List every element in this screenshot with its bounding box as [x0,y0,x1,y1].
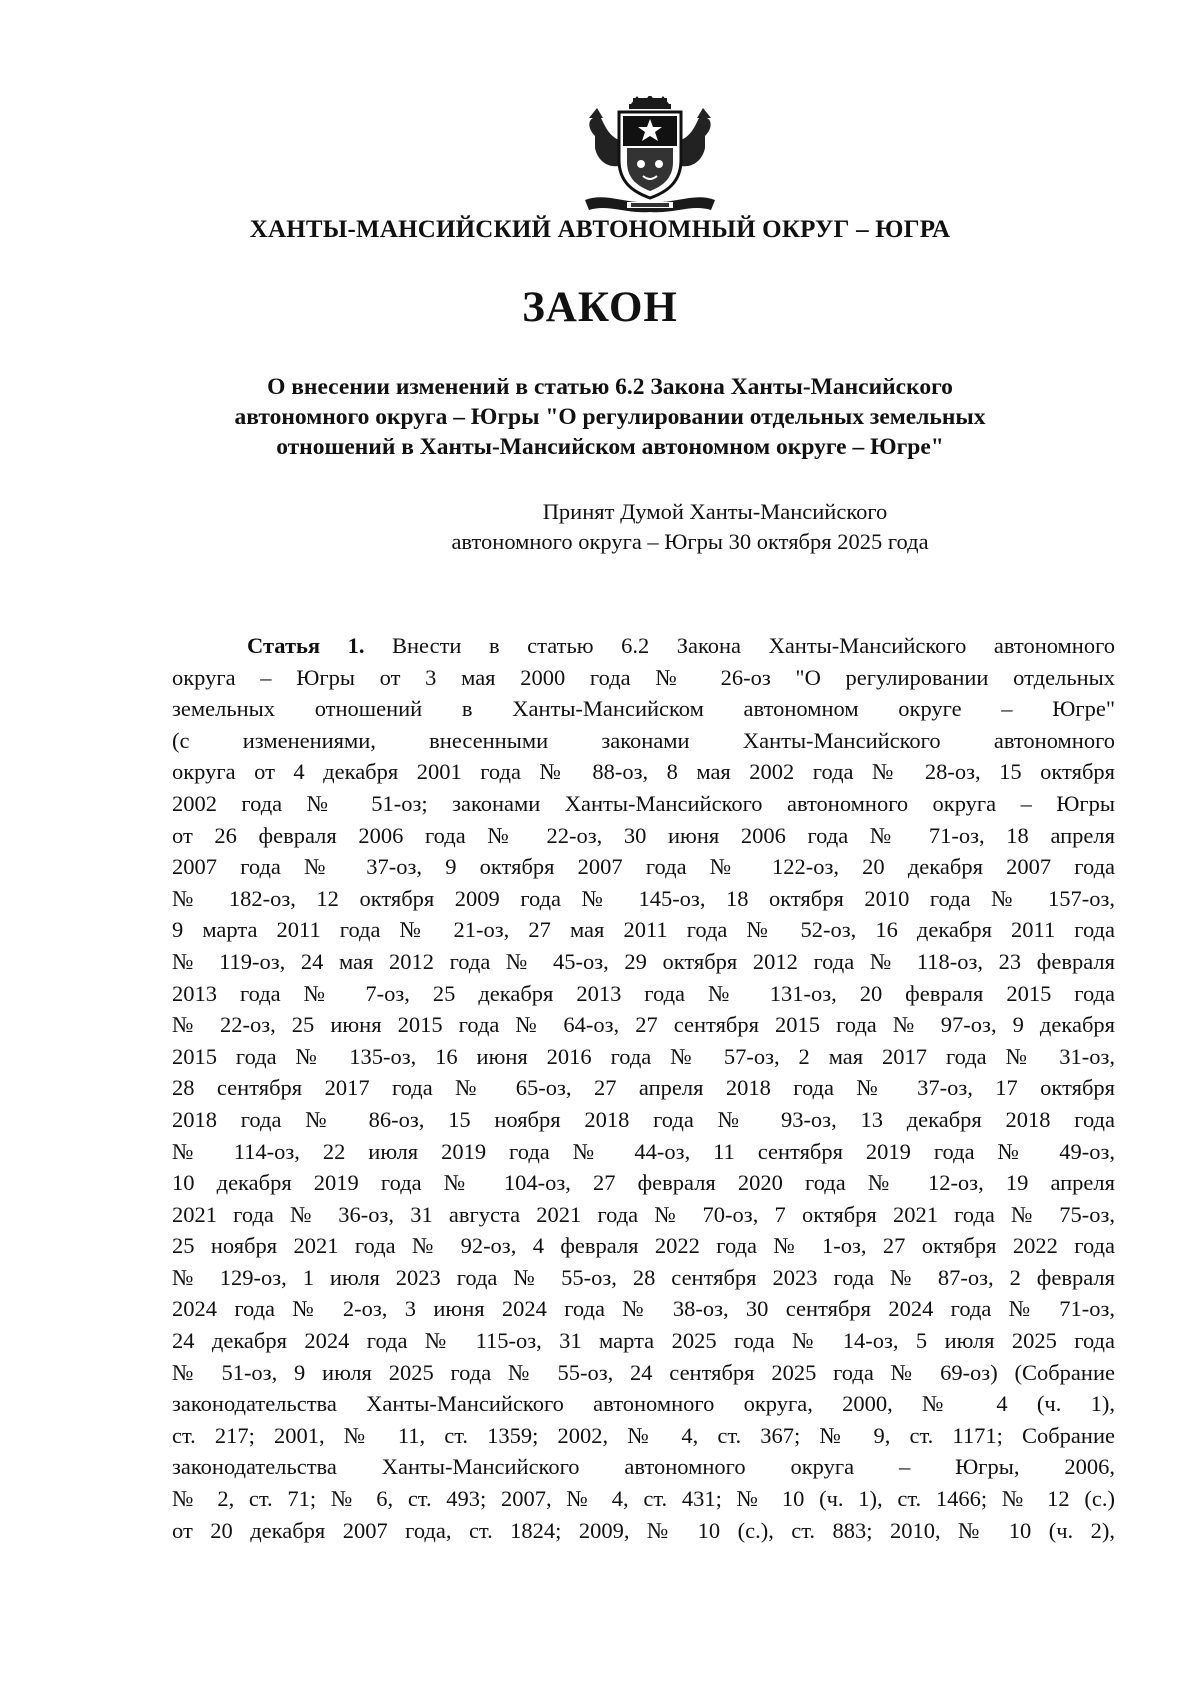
adoption-line: автономного округа – Югры 30 октября 2025 года [451,529,929,554]
article-1-text [172,630,1115,1546]
article-line: 2007 года № 37-оз, 9 октября 2007 года № 122-оз, 20 декабря 2007 года [172,854,1115,880]
region-heading: ХАНТЫ-МАНСИЙСКИЙ АВТОНОМНЫЙ ОКРУГ – ЮГРА [249,216,951,243]
article-line: законодательства Ханты-Мансийского автономного округа, 2000, № 4 (ч. 1), [172,1391,1115,1417]
article-line: № 182-оз, 12 октября 2009 года № 145-оз, 18 октября 2010 года № 157-оз, [172,885,1115,911]
article-line: законодательства Ханты-Мансийского автономного округа – Югры, 2006, [172,1454,1115,1480]
adoption-note [0,497,1200,557]
article-line: (с изменениями, внесенными законами Ханты-Мансийского автономного [172,727,1115,753]
article-line: 28 сентября 2017 года № 65-оз, 27 апреля 2018 года № 37-оз, 17 октября [172,1075,1115,1101]
article-line: от 20 декабря 2007 года, ст. 1824; 2009, № 10 (с.), ст. 883; 2010, № 10 (ч. 2), [172,1517,1115,1543]
article-line: № 51-оз, 9 июля 2025 года № 55-оз, 24 сентября 2025 года № 69-оз) (Собрание [172,1359,1115,1385]
coat-of-arms-emblem [575,96,725,218]
article-line: № 119-оз, 24 мая 2012 года № 45-оз, 29 октября 2012 года № 118-оз, 23 февраля [172,948,1115,974]
article-line: № 114-оз, 22 июля 2019 года № 44-оз, 11 сентября 2019 года № 49-оз, [172,1138,1115,1164]
article-line: округа – Югры от 3 мая 2000 года № 26-оз "О регулировании отдельных [172,664,1115,690]
document-type: ЗАКОН [522,284,678,331]
article-line: 2024 года № 2-оз, 3 июня 2024 года № 38-оз, 30 сентября 2024 года № 71-оз, [172,1296,1115,1322]
article-first-line-text: Внести в статью 6.2 Закона Ханты-Мансийского автономного [364,633,1116,658]
article-label: Статья 1. [247,633,365,658]
article-line: округа от 4 декабря 2001 года № 88-оз, 8 мая 2002 года № 28-оз, 15 октября [172,759,1115,785]
article-line: земельных отношений в Ханты-Мансийском автономном округе – Югре" [172,696,1115,722]
document-title [180,372,1040,462]
title-line: О внесении изменений в статью 6.2 Закона Ханты-Мансийского [267,374,953,400]
article-line: 9 марта 2011 года № 21-оз, 27 мая 2011 года № 52-оз, 16 декабря 2011 года [172,917,1115,943]
article-line: № 129-оз, 1 июля 2023 года № 55-оз, 28 сентября 2023 года № 87-оз, 2 февраля [172,1264,1115,1290]
article-line: 2002 года № 51-оз; законами Ханты-Мансийского автономного округа – Югры [172,790,1115,816]
article-line: 25 ноября 2021 года № 92-оз, 4 февраля 2022 года № 1-оз, 27 октября 2022 года [172,1233,1115,1259]
article-line: 2021 года № 36-оз, 31 августа 2021 года № 70-оз, 7 октября 2021 года № 75-оз, [172,1201,1115,1227]
article-line: 2013 года № 7-оз, 25 декабря 2013 года № 131-оз, 20 февраля 2015 года [172,980,1115,1006]
article-line: 2018 года № 86-оз, 15 ноября 2018 года № 93-оз, 13 декабря 2018 года [172,1106,1115,1132]
article-line: 2015 года № 135-оз, 16 июня 2016 года № 57-оз, 2 мая 2017 года № 31-оз, [172,1043,1115,1069]
title-line: автономного округа – Югры "О регулировании отдельных земельных [234,404,986,430]
adoption-line: Принят Думой Ханты-Мансийского [542,499,888,524]
article-line: от 26 февраля 2006 года № 22-оз, 30 июня 2006 года № 71-оз, 18 апреля [172,822,1115,848]
article-line: 24 декабря 2024 года № 115-оз, 31 марта 2025 года № 14-оз, 5 июля 2025 года [172,1328,1115,1354]
article-line: № 2, ст. 71; № 6, ст. 493; 2007, № 4, ст. 431; № 10 (ч. 1), ст. 1466; № 12 (с.) [172,1486,1115,1512]
article-line: 10 декабря 2019 года № 104-оз, 27 февраля 2020 года № 12-оз, 19 апреля [172,1170,1115,1196]
article-line: ст. 217; 2001, № 11, ст. 1359; 2002, № 4, ст. 367; № 9, ст. 1171; Собрание [172,1422,1115,1448]
title-line: отношений в Ханты-Мансийском автономном округе – Югре" [276,434,944,460]
article-line: № 22-оз, 25 июня 2015 года № 64-оз, 27 сентября 2015 года № 97-оз, 9 декабря [172,1012,1115,1038]
article-line [172,630,1115,662]
